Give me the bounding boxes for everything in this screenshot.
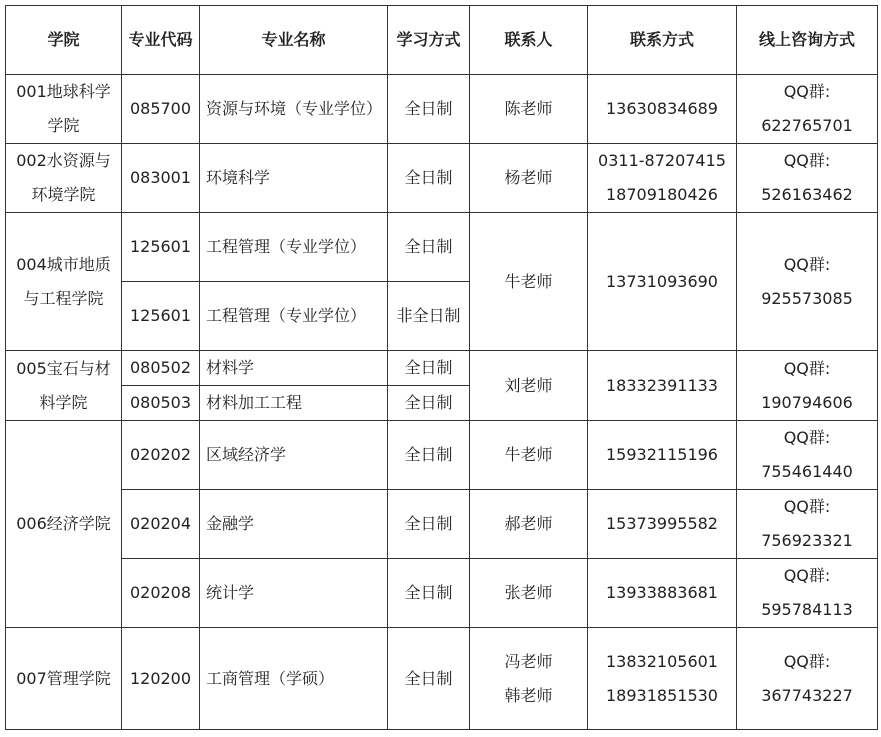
mode-cell: 非全日制 — [388, 282, 470, 351]
phone-number-2: 18931851530 — [606, 685, 718, 705]
qq-number: 755461440 — [761, 462, 853, 481]
online-cell — [737, 628, 878, 730]
phone-cell: 13630834689 — [588, 75, 737, 144]
table-row — [6, 628, 878, 730]
header-contact: 联系人 — [470, 6, 588, 75]
major-cell: 资源与环境（专业学位） — [200, 75, 388, 144]
online-cell — [737, 351, 878, 421]
contact-cell: 牛老师 — [470, 213, 588, 351]
code-cell: 020202 — [122, 421, 200, 490]
major-cell: 工程管理（专业学位） — [200, 213, 388, 282]
online-cell — [737, 559, 878, 628]
qq-label: QQ群: — [783, 254, 831, 274]
mode-cell: 全日制 — [388, 351, 470, 386]
contact-cell: 张老师 — [470, 559, 588, 628]
header-major: 专业名称 — [200, 6, 388, 75]
contact-cell — [470, 628, 588, 730]
college-cell: 001地球科学学院 — [6, 75, 122, 144]
table-row — [6, 213, 878, 282]
online-cell — [737, 75, 878, 144]
qq-number: 367743227 — [761, 685, 853, 705]
header-mode: 学习方式 — [388, 6, 470, 75]
phone-cell — [588, 628, 737, 730]
phone-cell: 15932115196 — [588, 421, 737, 490]
contact-name-2: 韩老师 — [504, 685, 553, 705]
major-cell: 工程管理（专业学位） — [200, 282, 388, 351]
phone-cell: 13933883681 — [588, 559, 737, 628]
code-cell: 085700 — [122, 75, 200, 144]
table-row — [6, 559, 878, 628]
mode-cell: 全日制 — [388, 421, 470, 490]
phone-cell: 15373995582 — [588, 490, 737, 559]
qq-label: QQ群: — [783, 651, 831, 671]
code-cell: 020204 — [122, 490, 200, 559]
major-cell: 金融学 — [200, 490, 388, 559]
qq-label: QQ群: — [783, 151, 831, 170]
code-cell: 125601 — [122, 213, 200, 282]
table-row — [6, 75, 878, 144]
major-cell: 统计学 — [200, 559, 388, 628]
phone-cell: 13731093690 — [588, 213, 737, 351]
college-cell: 006经济学院 — [6, 421, 122, 628]
header-college: 学院 — [6, 6, 122, 75]
qq-label: QQ群: — [783, 566, 831, 585]
qq-number: 595784113 — [761, 600, 853, 619]
mode-cell: 全日制 — [388, 628, 470, 730]
qq-label: QQ群: — [783, 497, 831, 516]
major-cell: 工商管理（学硕） — [200, 628, 388, 730]
online-cell — [737, 490, 878, 559]
qq-number: 622765701 — [761, 116, 853, 135]
college-cell: 004城市地质与工程学院 — [6, 213, 122, 351]
qq-number: 925573085 — [761, 288, 853, 308]
mode-cell: 全日制 — [388, 490, 470, 559]
qq-number: 756923321 — [761, 531, 853, 550]
major-cell: 材料加工工程 — [200, 386, 388, 421]
phone-cell — [588, 144, 737, 213]
code-cell: 120200 — [122, 628, 200, 730]
code-cell: 125601 — [122, 282, 200, 351]
online-cell — [737, 421, 878, 490]
college-cell: 007管理学院 — [6, 628, 122, 730]
contact-cell: 陈老师 — [470, 75, 588, 144]
contact-cell: 牛老师 — [470, 421, 588, 490]
qq-label: QQ群: — [783, 358, 831, 378]
table-row — [6, 144, 878, 213]
phone-number: 0311-87207415 — [598, 151, 726, 170]
qq-number: 190794606 — [761, 392, 853, 412]
table-row — [6, 421, 878, 490]
code-cell: 020208 — [122, 559, 200, 628]
header-online: 线上咨询方式 — [737, 6, 878, 75]
header-phone: 联系方式 — [588, 6, 737, 75]
major-cell: 环境科学 — [200, 144, 388, 213]
header-code: 专业代码 — [122, 6, 200, 75]
mode-cell: 全日制 — [388, 144, 470, 213]
phone-number: 13832105601 — [606, 651, 718, 671]
mode-cell: 全日制 — [388, 386, 470, 421]
mode-cell: 全日制 — [388, 213, 470, 282]
mode-cell: 全日制 — [388, 75, 470, 144]
code-cell: 083001 — [122, 144, 200, 213]
contact-cell: 刘老师 — [470, 351, 588, 421]
online-cell — [737, 213, 878, 351]
qq-label: QQ群: — [783, 428, 831, 447]
table-row — [6, 351, 878, 386]
admissions-contact-table — [5, 5, 878, 730]
code-cell: 080503 — [122, 386, 200, 421]
header-row — [6, 6, 878, 75]
major-cell: 材料学 — [200, 351, 388, 386]
contact-cell: 郝老师 — [470, 490, 588, 559]
qq-label: QQ群: — [783, 82, 831, 101]
admissions-contact-table-wrapper — [5, 5, 878, 730]
code-cell: 080502 — [122, 351, 200, 386]
college-cell: 005宝石与材料学院 — [6, 351, 122, 421]
contact-cell: 杨老师 — [470, 144, 588, 213]
phone-number-2: 18709180426 — [606, 185, 718, 204]
table-row — [6, 490, 878, 559]
phone-cell: 18332391133 — [588, 351, 737, 421]
college-cell: 002水资源与环境学院 — [6, 144, 122, 213]
online-cell — [737, 144, 878, 213]
qq-number: 526163462 — [761, 185, 853, 204]
major-cell: 区域经济学 — [200, 421, 388, 490]
mode-cell: 全日制 — [388, 559, 470, 628]
contact-name: 冯老师 — [504, 651, 553, 671]
